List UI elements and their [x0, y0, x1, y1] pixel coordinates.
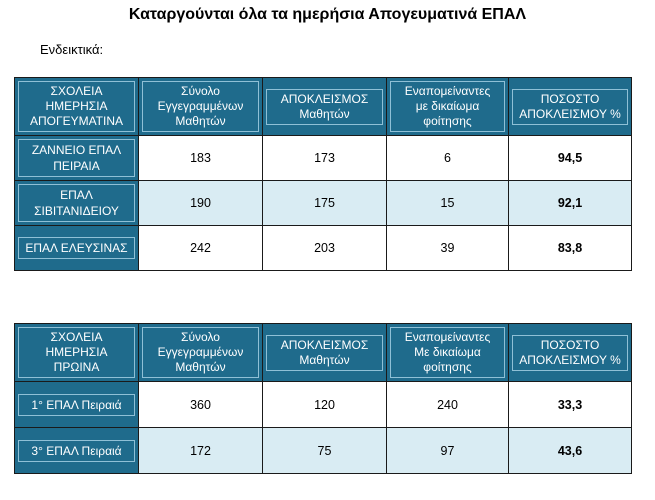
header-total-students: Σύνολο Εγγεγραμμένων Μαθητών: [139, 324, 263, 382]
excluded-cell: 75: [263, 428, 387, 474]
header-total-students: Σύνολο Εγγεγραμμένων Μαθητών: [139, 78, 263, 136]
excluded-cell: 175: [263, 181, 387, 226]
table-row: [15, 181, 632, 226]
header-remaining-students: Εναπομείναντες με δικαίωμα φοίτησης: [387, 78, 509, 136]
excluded-cell: 203: [263, 226, 387, 271]
remaining-cell: 15: [387, 181, 509, 226]
percent-cell: 43,6: [509, 428, 632, 474]
school-name-cell: ΕΠΑΛ ΕΛΕΥΣΙΝΑΣ: [15, 226, 139, 271]
remaining-cell: 39: [387, 226, 509, 271]
document-subtitle: Ενδεικτικά:: [40, 42, 104, 57]
remaining-cell: 97: [387, 428, 509, 474]
document-title: Καταργούνται όλα τα ημερήσια Απογευματινά ΕΠΑΛ: [128, 6, 527, 23]
header-remaining-students: Εναπομείναντες Με δικαίωμα φοίτησης: [387, 324, 509, 382]
header-exclusion-percent: ΠΟΣΟΣΤΟ ΑΠΟΚΛΕΙΣΜΟΥ %: [509, 78, 632, 136]
table-row: [15, 382, 632, 428]
school-name-cell: ΕΠΑΛ ΣΙΒΙΤΑΝΙΔΕΙΟΥ: [15, 181, 139, 226]
table-morning-schools: [14, 323, 632, 474]
percent-cell: 83,8: [509, 226, 632, 271]
total-cell: 190: [139, 181, 263, 226]
header-excluded-students: ΑΠΟΚΛΕΙΣΜΟΣ Μαθητών: [263, 324, 387, 382]
header-excluded-students: ΑΠΟΚΛΕΙΣΜΟΣ Μαθητών: [263, 78, 387, 136]
header-schools: ΣΧΟΛΕΙΑ ΗΜΕΡΗΣΙΑ ΠΡΩΙΝΑ: [15, 324, 139, 382]
header-schools: ΣΧΟΛΕΙΑ ΗΜΕΡΗΣΙΑ ΑΠΟΓΕΥΜΑΤΙΝΑ: [15, 78, 139, 136]
total-cell: 360: [139, 382, 263, 428]
table-row: [15, 226, 632, 271]
total-cell: 172: [139, 428, 263, 474]
table-header-row: [15, 324, 632, 382]
excluded-cell: 173: [263, 136, 387, 181]
remaining-cell: 6: [387, 136, 509, 181]
table-afternoon-schools: [14, 77, 632, 271]
remaining-cell: 240: [387, 382, 509, 428]
percent-cell: 33,3: [509, 382, 632, 428]
total-cell: 183: [139, 136, 263, 181]
table-row: [15, 428, 632, 474]
school-name-cell: 3° ΕΠΑΛ Πειραιά: [15, 428, 139, 474]
excluded-cell: 120: [263, 382, 387, 428]
table-row: [15, 136, 632, 181]
school-name-cell: 1° ΕΠΑΛ Πειραιά: [15, 382, 139, 428]
total-cell: 242: [139, 226, 263, 271]
percent-cell: 92,1: [509, 181, 632, 226]
school-name-cell: ΖΑΝΝΕΙΟ ΕΠΑΛ ΠΕΙΡΑΙΑ: [15, 136, 139, 181]
percent-cell: 94,5: [509, 136, 632, 181]
table-header-row: [15, 78, 632, 136]
header-exclusion-percent: ΠΟΣΟΣΤΟ ΑΠΟΚΛΕΙΣΜΟΥ %: [509, 324, 632, 382]
